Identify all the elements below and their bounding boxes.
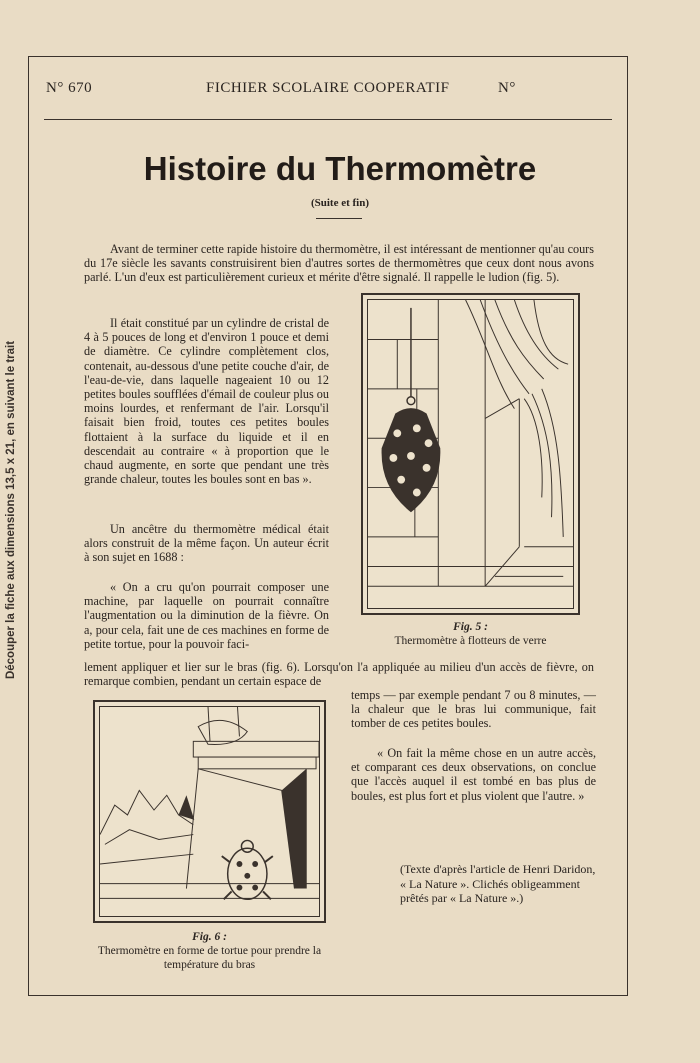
- card-number: N° 670: [46, 80, 93, 96]
- figure-5-caption: [361, 620, 580, 648]
- card-header: [46, 80, 606, 102]
- paragraph-quote-start: « On a cru qu'on pourrait composer une machine, par laquelle on pourrait connaître l'augmentation ou la diminution de la fièvre. On a, pour cela, fait une de ces machines en forme de petite tortue, pour la pouvoir faci-: [84, 580, 329, 651]
- figure-5-illustration: [367, 299, 574, 609]
- paragraph-comparison: « On fait la même chose en un autre accès, et comparant ces deux observations, on conclue que l'accès auquel il est tombé en bas plus de boules, est plus fort et plus violent que l'autre. »: [351, 746, 596, 803]
- source-credit: (Texte d'après l'article de Henri Daridon, « La Nature ». Clichés obligeamment prêtés par « La Nature ».): [400, 862, 596, 905]
- figure-6: [93, 700, 326, 923]
- cut-instruction: [3, 320, 19, 700]
- collection-title: FICHIER SCOLAIRE COOPERATIF: [206, 80, 450, 96]
- subtitle-divider: [316, 218, 362, 219]
- header-divider: [44, 119, 612, 120]
- figure-5: [361, 293, 580, 615]
- figure-5-caption-text: Thermomètre à flotteurs de verre: [394, 635, 547, 647]
- paragraph-ancestor: Un ancêtre du thermomètre médical était alors construit de la même façon. Un auteur écrit à son sujet en 1688 :: [84, 522, 329, 565]
- paragraph-quote-middle: lement appliquer et lier sur le bras (fig. 6). Lorsqu'on l'a appliquée au milieu d'un accès de fièvre, on remarque combien, pendant un certain espace de: [84, 660, 594, 689]
- figure-6-caption-text: Thermomètre en forme de tortue pour prendre la température du bras: [97, 945, 322, 971]
- figure-5-label: Fig. 5 :: [453, 621, 488, 633]
- paragraph-quote-end: temps — par exemple pendant 7 ou 8 minutes, — la chaleur que le bras lui communique, fait tomber de ces petites boules.: [351, 688, 596, 731]
- article-title: Histoire du Thermomètre: [143, 150, 537, 187]
- paragraph-description: Il était constitué par un cylindre de cristal de 4 à 5 pouces de long et d'environ 1 pouce et demi de diamètre. Ce cylindre complètement clos, contenait, au-dessous d'une petite couche d'air, de l'eau-de-vie, dans laquelle nageaient 10 ou 12 petites boules soufflées d'émail de couleur plus ou moins lourdes, et renfermant de l'air. Lorsqu'il faisait bien froid, toutes ces petites boules flottaient à la surface du liquide et il en descendait au contraire « à proportion que le chaud augmente, en sorte que pendant une très grande chaleur, toutes les boules sont en bas ».: [84, 316, 329, 487]
- article-subtitle: (Suite et fin): [310, 197, 370, 209]
- cut-instruction-text: Découper la fiche aux dimensions 13,5 x 21, en suivant le trait: [5, 340, 17, 680]
- figure-6-illustration: [99, 706, 320, 917]
- figure-6-label: Fig. 6 :: [192, 931, 227, 943]
- figure-6-caption: [93, 930, 326, 972]
- paragraph-intro: Avant de terminer cette rapide histoire du thermomètre, il est intéressant de mentionner qu'au cours du 17e siècle les savants construisirent bien d'autres sortes de thermomètres que ceux dont nous avons parlé. L'un d'eux est particulièrement curieux et mérite d'être signalé. Il rappelle le ludion (fig. 5).: [84, 242, 594, 285]
- card-number-blank: N°: [498, 80, 516, 96]
